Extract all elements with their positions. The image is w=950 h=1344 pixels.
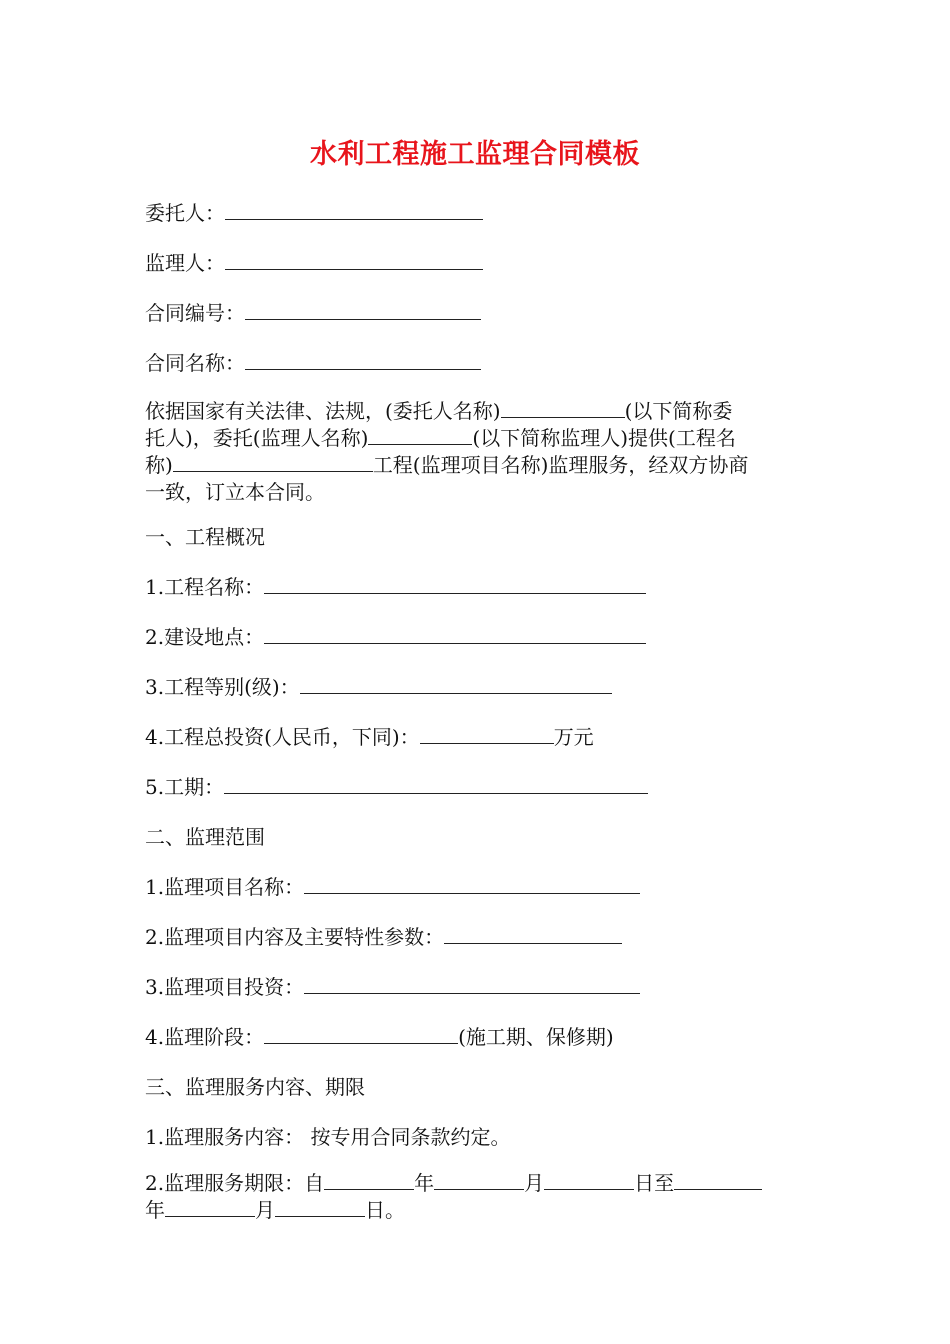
service-content-item: 1.监理服务内容： 按专用合同条款约定。: [145, 1125, 511, 1149]
contract-name-field: [145, 350, 481, 376]
contract-name-label: 合同名称：: [145, 351, 245, 375]
year-label: 年: [145, 1198, 165, 1222]
grade-item: [145, 674, 612, 700]
item-label: 1.监理项目名称：: [145, 875, 305, 899]
section-heading: 二、监理范围: [145, 825, 265, 849]
client-blank: [225, 201, 483, 220]
supervisor-field: [145, 250, 483, 276]
supervisor-name-blank: [368, 426, 472, 445]
client-field: [145, 200, 483, 226]
item-blank: [304, 875, 640, 894]
item-label: 2.监理服务期限：自: [145, 1171, 325, 1195]
contract-name-blank: [245, 351, 481, 370]
end-month-blank: [165, 1198, 255, 1217]
item-label: 2.监理项目内容及主要特性参数：: [145, 925, 445, 949]
intro-text: 称): [145, 453, 173, 477]
supervision-stage-item: [145, 1024, 614, 1050]
project-name-blank: [173, 453, 373, 472]
item-blank: [224, 775, 648, 794]
item-blank: [264, 625, 646, 644]
item-blank: [420, 725, 554, 744]
unit-label: 万元: [553, 725, 594, 749]
item-label: 3.监理项目投资：: [145, 975, 305, 999]
duration-item: [145, 774, 648, 800]
year-label: 年: [414, 1171, 435, 1195]
supervision-project-item: [145, 874, 640, 900]
item-label: 3.工程等别(级)：: [145, 675, 300, 699]
contract-no-field: [145, 300, 481, 326]
supervisor-label: 监理人：: [145, 251, 225, 275]
intro-text: (以下简称委: [624, 399, 733, 423]
intro-text: (以下简称监理人)提供(工程名: [472, 426, 736, 450]
item-label: 4.监理阶段：: [145, 1025, 265, 1049]
intro-text: 工程(监理项目名称)监理服务，经双方协商: [372, 453, 749, 477]
item-blank: [300, 675, 612, 694]
year-blank: [324, 1171, 414, 1190]
day-blank: [544, 1171, 634, 1190]
item-blank: [264, 1025, 458, 1044]
month-label: 月: [255, 1198, 275, 1222]
supervision-content-item: [145, 924, 622, 950]
stage-note: (施工期、保修期): [458, 1025, 614, 1049]
item-label: 1.工程名称：: [145, 575, 265, 599]
investment-item: [145, 724, 594, 750]
section-heading: 三、监理服务内容、期限: [145, 1075, 365, 1099]
site-item: [145, 624, 646, 650]
day-end-label: 日。: [365, 1198, 405, 1222]
contract-no-label: 合同编号：: [145, 301, 245, 325]
intro-text: 托人)，委托(监理人名称): [145, 426, 369, 450]
item-label: 4.工程总投资(人民币，下同)：: [145, 725, 420, 749]
project-name-item: [145, 574, 646, 600]
client-label: 委托人：: [145, 201, 225, 225]
client-name-blank: [501, 399, 625, 418]
item-blank: [304, 975, 640, 994]
item-label: 2.建设地点：: [145, 625, 265, 649]
end-day-blank: [275, 1198, 365, 1217]
contract-no-blank: [245, 301, 481, 320]
supervision-investment-item: [145, 974, 640, 1000]
supervisor-blank: [225, 251, 483, 270]
document-title: 水利工程施工监理合同模板: [310, 139, 640, 170]
section-heading: 一、工程概况: [145, 525, 265, 549]
day-to-label: 日至: [634, 1171, 675, 1195]
item-blank: [264, 575, 646, 594]
item-blank: [444, 925, 622, 944]
service-period-item: [145, 1170, 810, 1224]
month-label: 月: [524, 1171, 545, 1195]
month-blank: [434, 1171, 524, 1190]
end-year-blank: [674, 1171, 762, 1190]
intro-paragraph: [145, 398, 810, 506]
intro-text: 依据国家有关法律、法规，(委托人名称): [145, 399, 501, 423]
item-label: 5.工期：: [145, 775, 225, 799]
intro-text: 一致，订立本合同。: [145, 480, 325, 504]
